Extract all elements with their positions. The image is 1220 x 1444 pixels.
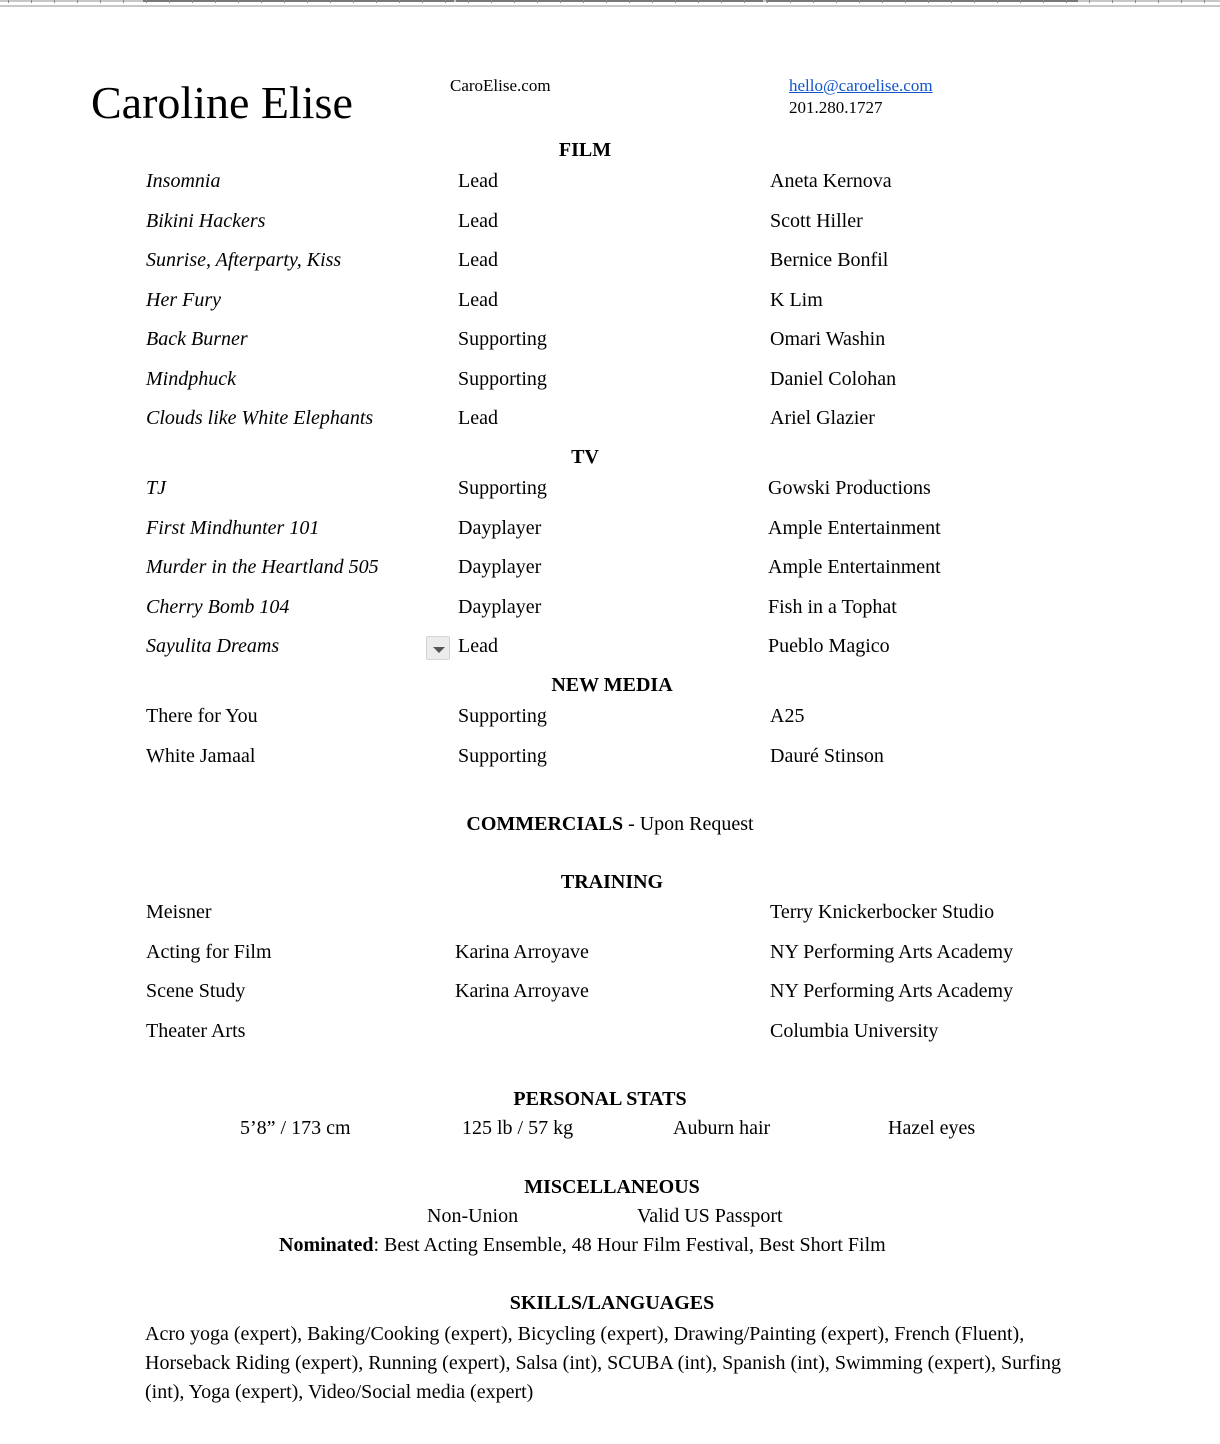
tv-role: Dayplayer	[458, 556, 542, 578]
stat-weight: 125 lb / 57 kg	[462, 1117, 574, 1139]
stat-hair: Auburn hair	[673, 1117, 771, 1139]
email-link[interactable]: hello@caroelise.com	[789, 76, 933, 95]
film-heading: FILM	[558, 139, 612, 161]
new-media-role: Supporting	[458, 705, 547, 727]
tv-heading: TV	[571, 446, 599, 468]
tv-project: Cherry Bomb 104	[146, 595, 290, 618]
tv-credit: Pueblo Magico	[768, 635, 890, 657]
ruler-tick	[1204, 0, 1205, 3]
film-project: Mindphuck	[146, 367, 236, 390]
commercials-text: - Upon Request	[623, 813, 754, 835]
misc-heading: MISCELLANEOUS	[524, 1176, 700, 1198]
document-ruler[interactable]	[0, 0, 1220, 8]
ruler-tick	[169, 0, 170, 3]
tv-credit: Fish in a Tophat	[768, 595, 897, 618]
ruler-tick	[514, 0, 515, 3]
tv-project: TJ	[146, 477, 166, 499]
ruler-tick	[307, 0, 308, 3]
training-heading: TRAINING	[560, 871, 664, 893]
ruler-tick	[100, 0, 101, 3]
ruler-tick	[1181, 0, 1182, 3]
ruler-tick	[238, 0, 239, 3]
training-teacher: Karina Arroyave	[455, 940, 589, 963]
new-media-heading: NEW MEDIA	[551, 674, 673, 696]
ruler-tick	[468, 0, 469, 3]
ruler-tick	[284, 0, 285, 3]
tv-project: Murder in the Heartland 505	[146, 556, 379, 578]
misc-union: Non-Union	[427, 1205, 519, 1227]
tv-credit: Ample Entertainment	[768, 516, 941, 539]
ruler-tick	[974, 0, 975, 3]
tv-project: Sayulita Dreams	[146, 635, 280, 657]
nominated-label: Nominated	[279, 1234, 374, 1256]
tv-role: Dayplayer	[458, 595, 542, 618]
new-media-role: Supporting	[458, 744, 547, 767]
ruler-tick	[537, 0, 538, 3]
ruler-tick	[1135, 0, 1136, 3]
training-school: NY Performing Arts Academy	[770, 980, 1014, 1002]
ruler-tick	[261, 0, 262, 3]
film-role: Supporting	[458, 328, 547, 350]
ruler-tick	[997, 0, 998, 3]
film-credit: Aneta Kernova	[770, 170, 892, 192]
ruler-tick	[353, 0, 354, 3]
tv-role: Lead	[458, 635, 498, 657]
training-course: Meisner	[146, 901, 212, 923]
film-role: Lead	[458, 170, 498, 192]
ruler-tick	[215, 0, 216, 3]
skills-text: Acro yoga (expert), Baking/Cooking (expert), Bicycling (expert), Drawing/Painting (expert), French (Fluent), Horseback Riding (expert), Running (expert), Salsa (int), SCUBA (int), Spanish (int), Swimming (expert), Surfing (int), Yoga (expert), Video/Social media (expert)	[145, 1323, 1061, 1403]
ruler-tick	[1066, 0, 1067, 3]
ruler-tick	[1020, 0, 1021, 3]
ruler-tick	[583, 0, 584, 3]
ruler-tick	[123, 0, 124, 3]
ruler-tick	[1089, 0, 1090, 3]
training-school: Columbia University	[770, 1019, 939, 1042]
ruler-tick	[1158, 0, 1159, 3]
commercials-line	[0, 812, 1220, 836]
film-credit: Ariel Glazier	[770, 407, 875, 429]
ruler-tick	[652, 0, 653, 3]
ruler-tick	[905, 0, 906, 3]
ruler-tick	[491, 0, 492, 3]
film-credit: K Lim	[770, 288, 823, 311]
new-media-project: There for You	[146, 705, 258, 727]
ruler-tick	[560, 0, 561, 3]
film-credit: Daniel Colohan	[770, 367, 897, 390]
ruler-tick	[399, 0, 400, 3]
tv-project: First Mindhunter 101	[146, 516, 320, 539]
ruler-tick	[836, 0, 837, 3]
misc-passport: Valid US Passport	[637, 1205, 783, 1227]
new-media-credit: Dauré Stinson	[770, 744, 884, 767]
film-role: Lead	[458, 209, 498, 232]
row-dropdown-button[interactable]	[426, 636, 450, 660]
phone-number: 201.280.1727	[789, 98, 883, 117]
training-school: NY Performing Arts Academy	[770, 940, 1014, 963]
chevron-down-icon	[433, 647, 445, 653]
ruler-column-2[interactable]	[456, 0, 763, 2]
ruler-tick	[790, 0, 791, 3]
ruler-tick	[928, 0, 929, 3]
ruler-tick	[146, 0, 147, 3]
film-project: Bikini Hackers	[146, 209, 266, 232]
ruler-tick	[330, 0, 331, 3]
training-teacher: Karina Arroyave	[455, 980, 589, 1002]
training-course: Scene Study	[146, 980, 246, 1002]
ruler-tick	[54, 0, 55, 3]
ruler-tick	[376, 0, 377, 3]
stat-eyes: Hazel eyes	[888, 1117, 976, 1139]
film-project: Clouds like White Elephants	[146, 407, 374, 429]
ruler-column-1[interactable]	[143, 0, 454, 2]
website: CaroElise.com	[450, 76, 551, 95]
skills-heading: SKILLS/LANGUAGES	[509, 1292, 715, 1314]
ruler-tick	[721, 0, 722, 3]
tv-credit: Ample Entertainment	[768, 556, 941, 578]
ruler-tick	[698, 0, 699, 3]
ruler-tick	[1112, 0, 1113, 3]
ruler-divider	[0, 5, 1220, 7]
film-project: Insomnia	[146, 170, 221, 192]
film-role: Lead	[458, 249, 498, 271]
tv-credit: Gowski Productions	[768, 477, 931, 499]
ruler-tick	[744, 0, 745, 3]
new-media-project: White Jamaal	[146, 744, 256, 767]
film-credit: Scott Hiller	[770, 209, 863, 232]
ruler-tick	[31, 0, 32, 3]
ruler-tick	[629, 0, 630, 3]
stat-height: 5’8” / 173 cm	[240, 1117, 351, 1139]
ruler-tick	[77, 0, 78, 3]
ruler-tick	[813, 0, 814, 3]
actor-name: Caroline Elise	[91, 77, 353, 128]
personal-stats-heading: PERSONAL STATS	[513, 1088, 687, 1110]
film-project: Her Fury	[146, 288, 221, 311]
tv-role: Supporting	[458, 477, 547, 499]
film-project: Sunrise, Afterparty, Kiss	[146, 249, 342, 271]
film-role: Lead	[458, 288, 498, 311]
film-project: Back Burner	[146, 328, 248, 350]
ruler-tick	[445, 0, 446, 3]
commercials-heading: COMMERCIALS	[466, 813, 624, 835]
ruler-tick	[192, 0, 193, 3]
nominated-text: : Best Acting Ensemble, 48 Hour Film Festival, Best Short Film	[373, 1234, 886, 1256]
film-role: Supporting	[458, 367, 547, 390]
training-course: Theater Arts	[146, 1019, 246, 1042]
training-course: Acting for Film	[146, 940, 272, 963]
film-credit: Bernice Bonfil	[770, 249, 889, 271]
tv-role: Dayplayer	[458, 516, 542, 539]
film-role: Lead	[458, 407, 498, 429]
new-media-credit: A25	[770, 705, 805, 727]
film-credit: Omari Washin	[770, 328, 886, 350]
ruler-tick	[951, 0, 952, 3]
ruler-tick	[767, 0, 768, 3]
ruler-tick	[859, 0, 860, 3]
ruler-tick	[675, 0, 676, 3]
ruler-tick	[1043, 0, 1044, 3]
ruler-tick	[8, 0, 9, 3]
ruler-tick	[882, 0, 883, 3]
training-school: Terry Knickerbocker Studio	[770, 901, 995, 923]
ruler-tick	[422, 0, 423, 3]
misc-nominated	[279, 1233, 886, 1257]
ruler-tick	[606, 0, 607, 3]
